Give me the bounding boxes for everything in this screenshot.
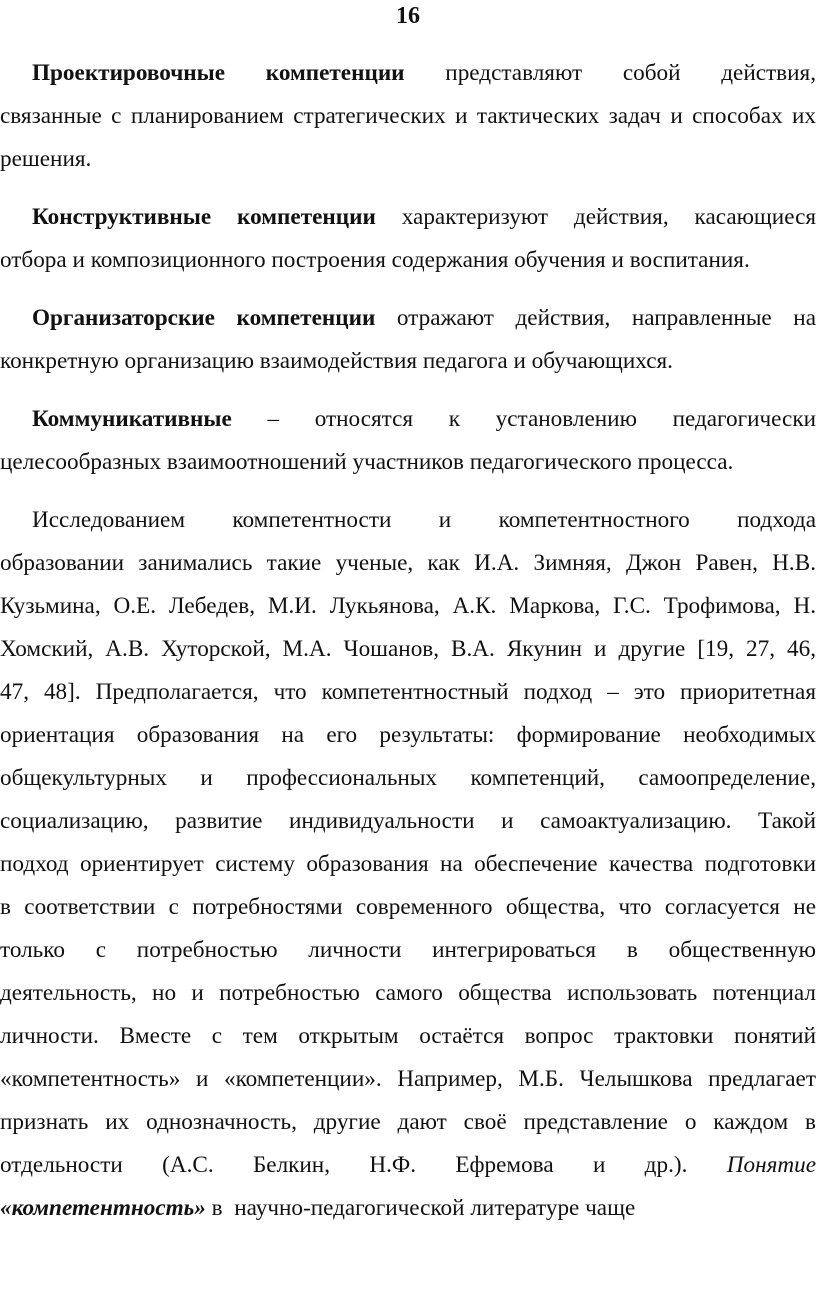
term-competence: «компетентность» xyxy=(0,1195,206,1221)
paragraph-2-line-2: отбора и композиционного построения содержания обучения и воспитания. xyxy=(0,247,750,273)
paragraph-5-line-12: деятельность, но и потребностью самого общества использовать потенциал xyxy=(0,980,816,1006)
term-constructive-competencies: Конструктивные компетенции xyxy=(32,204,376,230)
paragraph-5-line-8: социализацию, развитие индивидуальности и самоактуализацию. Такой xyxy=(0,808,816,834)
paragraph-5-line-7: общекультурных и профессиональных компетенций, самоопределение, xyxy=(0,765,816,791)
paragraph-1-line-1 xyxy=(32,58,816,88)
text: отражают действия, направленные на xyxy=(396,305,816,331)
text: представляют собой действия, xyxy=(445,60,816,86)
page-number: 16 xyxy=(396,3,420,29)
term-design-competencies: Проектировочные компетенции xyxy=(32,60,405,86)
paragraph-3-line-2: конкретную организацию взаимодействия педагога и обучающихся. xyxy=(0,348,673,374)
paragraph-4-line-2: целесообразных взаимоотношений участников педагогического процесса. xyxy=(0,449,734,475)
paragraph-5-line-9: подход ориентирует систему образования на обеспечение качества подготовки xyxy=(0,851,816,877)
paragraph-3-line-1 xyxy=(32,303,816,333)
paragraph-5-line-14: «компетентность» и «компетенции». Например, М.Б. Челышкова предлагает xyxy=(0,1066,816,1092)
paragraph-5-line-10: в соответствии с потребностями современного общества, что согласуется не xyxy=(0,894,816,920)
paragraph-5-line-4: Хомский, А.В. Хуторской, М.А. Чошанов, В.А. Якунин и другие [19, 27, 46, xyxy=(0,636,816,662)
paragraph-5-line-6: ориентация образования на его результаты: формирование необходимых xyxy=(0,722,816,748)
term-organizational-competencies: Организаторские компетенции xyxy=(32,305,376,331)
paragraph-5-line-15: признать их однозначность, другие дают своё представление о каждом в xyxy=(0,1109,816,1135)
paragraph-5-line-2: образовании занимались такие ученые, как И.А. Зимняя, Джон Равен, Н.В. xyxy=(0,550,816,576)
paragraph-5-line-13: личности. Вместе с тем открытым остаётся вопрос трактовки понятий xyxy=(0,1023,816,1049)
text: – относятся к установлению педагогически xyxy=(267,406,816,432)
paragraph-5-line-3: Кузьмина, О.Е. Лебедев, М.И. Лукьянова, А.К. Маркова, Г.С. Трофимова, Н. xyxy=(0,593,816,619)
italic-term-concept: Понятие xyxy=(726,1152,816,1178)
paragraph-5-line-11: только с потребностью личности интегрироваться в общественную xyxy=(0,937,816,963)
paragraph-2-line-1 xyxy=(32,202,816,232)
text: отдельности (А.С. Белкин, Н.Ф. Ефремова и др.). xyxy=(0,1152,688,1178)
paragraph-5-line-1: Исследованием компетентности и компетентностного подхода xyxy=(32,507,816,533)
paragraph-4-line-1 xyxy=(32,404,816,434)
paragraph-1-line-3: решения. xyxy=(0,146,92,172)
text: в научно-педагогической литературе чаще xyxy=(211,1195,636,1221)
text: характеризуют действия, касающиеся xyxy=(401,204,816,230)
paragraph-5-line-5: 47, 48]. Предполагается, что компетентностный подход – это приоритетная xyxy=(0,679,816,705)
paragraph-5-line-16 xyxy=(0,1150,816,1180)
paragraph-5-line-17 xyxy=(0,1193,784,1223)
paragraph-1-line-2: связанные с планированием стратегических и тактических задач и способах их xyxy=(0,103,816,129)
term-communicative: Коммуникативные xyxy=(32,406,232,432)
